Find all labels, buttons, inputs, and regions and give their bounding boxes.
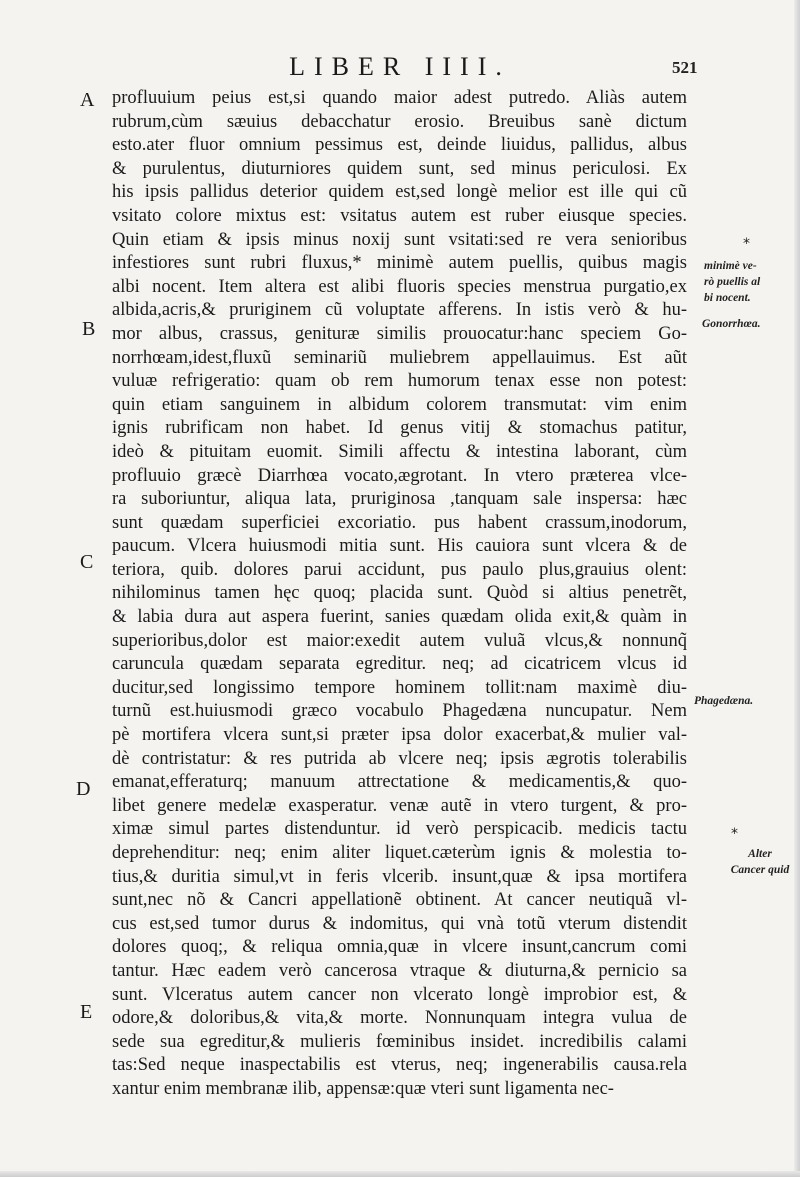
text-line: quin etiam sanguinem in albidum colorem transmutat: vim enim [112,394,687,415]
margin-note-line: Cancer quid [730,864,790,876]
section-letter-c: C [80,551,94,573]
text-line: emanat,efferaturq; manuum attrectatione & medicamentis,& quo- [112,772,687,793]
text-line: albida,acris,& pruriginem cũ voluptate afferens. In istis verò & hu- [112,300,687,321]
text-line: sunt. Vlceratus autem cancer non vlcerato longè improbior est, & [112,984,687,1005]
text-line: sede sua egreditur,& mulieris fœminibus insidet. incredibilis calami [112,1031,687,1052]
section-letter-b: B [82,318,96,340]
text-line: profluuium peius est,si quando maior adest putredo. Aliàs autem [112,88,687,108]
text-line: & labia dura aut aspera fuerint, sanies quædam olida exit,& quàm in [112,607,687,628]
text-line: vsitato colore mixtus est: vsitatus autem est ruber eiusque species. [112,205,687,226]
margin-note-puellis [704,258,794,306]
margin-note-line: bi nocent. [704,292,751,304]
margin-note-line: minimè ve- [704,260,757,272]
margin-note-phagedaena: Phagedæna. [694,695,754,707]
text-line: turnũ est.huiusmodi græco vocabulo Phagedæna nuncupatur. Nem [112,701,687,722]
page-number: 521 [672,58,698,77]
text-line: tantur. Hæc eadem verò cancerosa vtraque & diuturna,& pernicio sa [112,960,687,981]
text-line: profluuio græcè Diarrhœa vocato,ægrotant. In vtero præterea vlce- [112,465,687,486]
running-head: LIBER IIII. [289,52,511,81]
text-line: odore,& doloribus,& vita,& morte. Nonnunquam integra vulua de [112,1008,687,1029]
text-line: tius,& duritia simul,vt in feris vlcerib. insunt,quæ & ipsa mortifera [112,866,687,887]
text-line: esto.ater fluor omnium pessimus est, deinde liuidus, pallidus, albus [112,135,687,156]
margin-note-line: rò puellis al [704,276,761,288]
text-line: pè mortifera vlcera sunt,si præter ipsa dolor exacerbat,& mulier val- [112,725,687,746]
text-line: paucum. Vlcera huiusmodi mitia sunt. His cauiora sunt vlcera & de [112,536,687,557]
text-line: rubrum,cùm sæuius debacchatur erosio. Breuibus sanè dictum [112,111,687,132]
section-letter-d: D [76,778,91,800]
text-line: ximæ simul partes distenduntur. id verò perspicacib. medicis tactu [112,819,687,840]
text-line: sunt,nec nõ & Cancri appellationẽ obtinent. At cancer neutiquã vl- [112,890,687,911]
text-line: dè contristatur: & res putrida ab vlcere neq; ipsis ægrotis tolerabilis [112,748,687,769]
text-line: caruncula quædam separata egreditur. neq; ad cicatricem vlcus id [112,654,687,675]
text-line: teriora, quib. dolores parui accidunt, pus paulo plus,grauius olent: [112,559,687,580]
text-line: ignis rubrificam non habet. Id genus vitij & stomachus patitur, [112,418,687,439]
text-line: norrhœam,idest,fluxũ seminariũ muliebrem appellauimus. Est aũt [112,347,687,368]
text-line: & purulentus, diuturniores quidem sunt, sed minus periculosi. Ex [112,158,687,179]
text-line: his ipsis pallidus deterior quidem est,sed longè melior est ille qui cũ [112,182,687,203]
text-line: Quin etiam & ipsis minus noxij sunt vsitati:sed re vera senioribus [112,229,687,250]
text-line: dolores quoq;, & reliqua omnia,quæ in vlcere insunt,cancrum comi [112,937,687,958]
text-line: sunt quædam superficiei excoriatio. pus habent crassum,inodorum, [112,512,687,533]
text-line: cus est,sed tumor durus & indomitus, qui vnà totũ vterum distendit [112,913,687,934]
margin-note-cancer [722,846,798,878]
text-line: albi nocent. Item altera est alibi fluoris species menstrua purgatio,ex [112,276,687,297]
margin-note-line: Alter [748,848,772,860]
margin-note-gonorrhoea: Gonorrhœa. [702,318,761,330]
text-line: xantur enim membranæ ilib, appensæ:quæ vteri sunt ligamenta nec- [112,1078,614,1099]
section-letter-a: A [80,89,95,111]
text-line: ideò & pituitam euomit. Simili affectu & intestina laborant, cùm [112,441,687,462]
margin-asterisk: * [743,236,750,252]
text-line: ra suboriuntur, aliqua lata, pruriginosa ,tanquam sale inspersa: hæc [112,489,687,510]
text-line: infestiores sunt rubri fluxus,* minimè autem puellis, quibus magis [112,253,687,274]
text-line: mor albus, crassus, genituræ similis prouocatur:hanc speciem Go- [112,323,687,344]
text-line: vuluæ refrigeratio: quam ob rem humorum tenax esse non potest: [112,371,687,392]
text-line: superioribus,dolor est maior:exedit autem vuluã vlcus,& nonnunq̃ [112,630,687,651]
section-letter-e: E [80,1001,93,1023]
text-line: tas:Sed neque inaspectabilis est vterus, neq; ingenerabilis causa.rela [112,1055,687,1076]
text-line: nihilominus tamen hęc quoq; placida sunt. Quòd si altius penetrẽt, [112,583,687,604]
text-line: ducitur,sed longissimo tempore hominem tollit:nam maximè diu- [112,677,687,698]
main-text-block [112,87,687,1102]
text-line: deprehenditur: neq; enim aliter liquet.cæterùm ignis & molestia to- [112,843,687,863]
margin-asterisk: * [731,826,738,842]
text-line: libet genere medelæ exasperatur. venæ autẽ in vtero turgent, & pro- [112,795,687,816]
